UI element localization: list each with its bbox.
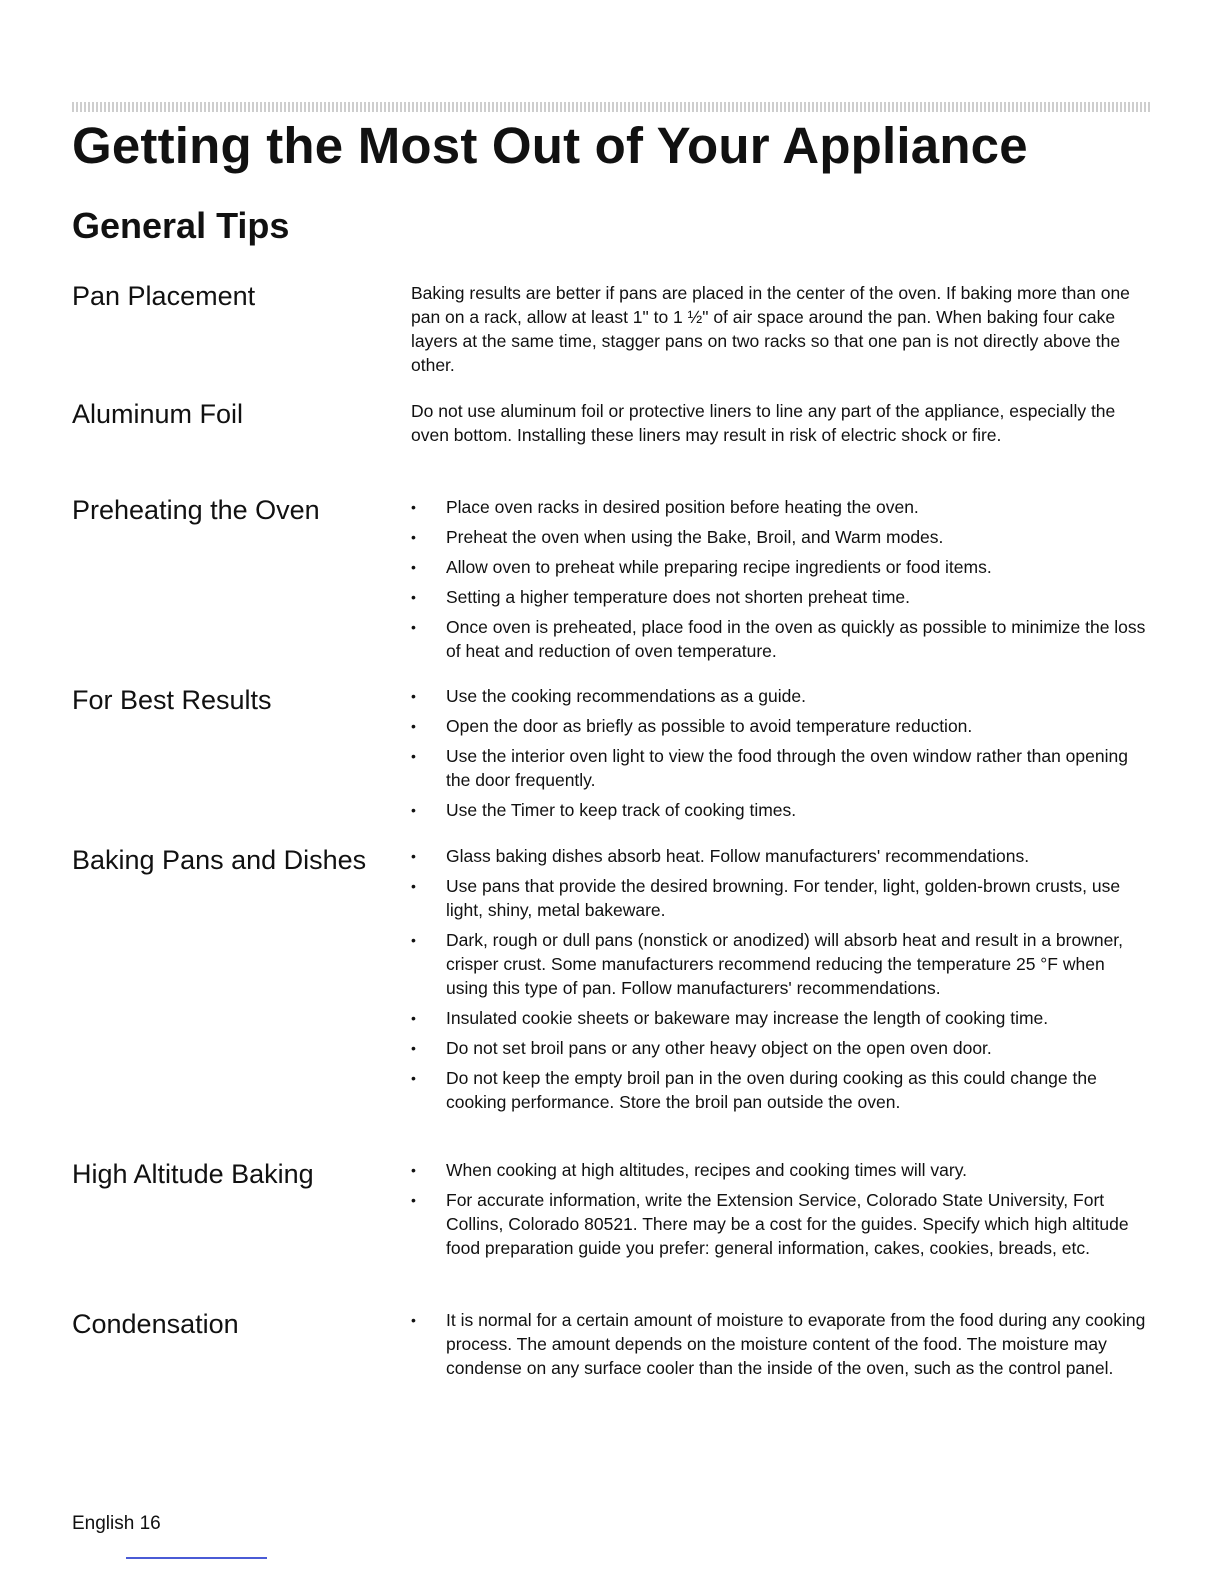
tip-list [411, 844, 1151, 1120]
list-item: • Use the Timer to keep track of cooking times. [411, 800, 797, 820]
list-item: • It is normal for a certain amount of moisture to evaporate from the food during any cooking process. The amount depends on the moisture content of the food. The moisture may condense on any surface cooler than the inside of the oven, such as the control panel. [411, 1310, 1146, 1378]
tip-label: For Best Results [72, 685, 272, 715]
list-item: • When cooking at high altitudes, recipes and cooking times will vary. [411, 1160, 968, 1180]
bullet-icon: • [411, 1010, 416, 1026]
tip-list [411, 1158, 1151, 1266]
list-item: • Preheat the oven when using the Bake, Broil, and Warm modes. [411, 527, 944, 547]
bullet-icon: • [411, 499, 416, 515]
list-item: • Glass baking dishes absorb heat. Follow manufacturers' recommendations. [411, 846, 1030, 866]
list-item: • Do not set broil pans or any other heavy object on the open oven door. [411, 1038, 992, 1058]
bullet-icon: • [411, 878, 416, 894]
list-item: • Open the door as briefly as possible to avoid temperature reduction. [411, 716, 973, 736]
tip-text: Do not use aluminum foil or protective liners to line any part of the appliance, especially the oven bottom. Installing these liners may result in risk of electric shock or fire. [411, 401, 1116, 445]
bullet-icon: • [411, 529, 416, 545]
list-item: • Allow oven to preheat while preparing recipe ingredients or food items. [411, 557, 992, 577]
tip-list [411, 1308, 1151, 1386]
tip-list [411, 684, 1151, 828]
list-item: • Setting a higher temperature does not shorten preheat time. [411, 587, 911, 607]
tip-label: Baking Pans and Dishes [72, 845, 367, 875]
list-item: • Use the interior oven light to view the food through the oven window rather than opening the door frequently. [411, 746, 1128, 790]
list-item: • Once oven is preheated, place food in the oven as quickly as possible to minimize the loss of heat and reduction of oven temperature. [411, 617, 1146, 661]
bullet-icon: • [411, 748, 416, 764]
bullet-icon: • [411, 589, 416, 605]
bullet-icon: • [411, 1070, 416, 1086]
bullet-icon: • [411, 619, 416, 635]
bullet-icon: • [411, 1312, 416, 1328]
bullet-icon: • [411, 559, 416, 575]
list-item: • Use pans that provide the desired browning. For tender, light, golden-brown crusts, use light, shiny, metal bakeware. [411, 876, 1121, 920]
bullet-icon: • [411, 848, 416, 864]
tip-label: Condensation [72, 1309, 239, 1339]
bullet-icon: • [411, 718, 416, 734]
bullet-icon: • [411, 1192, 416, 1208]
list-item: • Use the cooking recommendations as a guide. [411, 686, 806, 706]
page-number: English 16 [72, 1513, 161, 1534]
bullet-icon: • [411, 932, 416, 948]
list-item: • Place oven racks in desired position before heating the oven. [411, 497, 919, 517]
footer-line [126, 1557, 267, 1559]
tip-label: High Altitude Baking [72, 1159, 314, 1189]
tip-text: Baking results are better if pans are placed in the center of the oven. If baking more than one pan on a rack, allow at least 1" to 1 ½" of air space around the pan. When baking four cake layers at the same time, stagger pans on two racks so that one pan is not directly above the other. [411, 283, 1130, 375]
page-title: Getting the Most Out of Your Appliance [72, 117, 1028, 174]
bullet-icon: • [411, 1162, 416, 1178]
header-rule [72, 102, 1150, 112]
list-item: • For accurate information, write the Extension Service, Colorado State University, Fort Collins, Colorado 80521. There may be a cost for the guides. Specify which high altitude food preparation guide you prefer: general information, cakes, cookies, breads, etc. [411, 1190, 1129, 1258]
tip-label: Aluminum Foil [72, 399, 244, 429]
tip-list [411, 495, 1151, 669]
list-item: • Insulated cookie sheets or bakeware may increase the length of cooking time. [411, 1008, 1049, 1028]
bullet-icon: • [411, 802, 416, 818]
bullet-icon: • [411, 1040, 416, 1056]
bullet-icon: • [411, 688, 416, 704]
tip-label: Pan Placement [72, 281, 256, 311]
tip-label: Preheating the Oven [72, 495, 320, 525]
list-item: • Dark, rough or dull pans (nonstick or anodized) will absorb heat and result in a browner, crisper crust. Some manufacturers recommend reducing the temperature 25 °F when using this type of pan. Follow manufacturers' recommendations. [411, 930, 1124, 998]
list-item: • Do not keep the empty broil pan in the oven during cooking as this could change the cooking performance. Store the broil pan outside the oven. [411, 1068, 1097, 1112]
section-title: General Tips [72, 205, 290, 246]
